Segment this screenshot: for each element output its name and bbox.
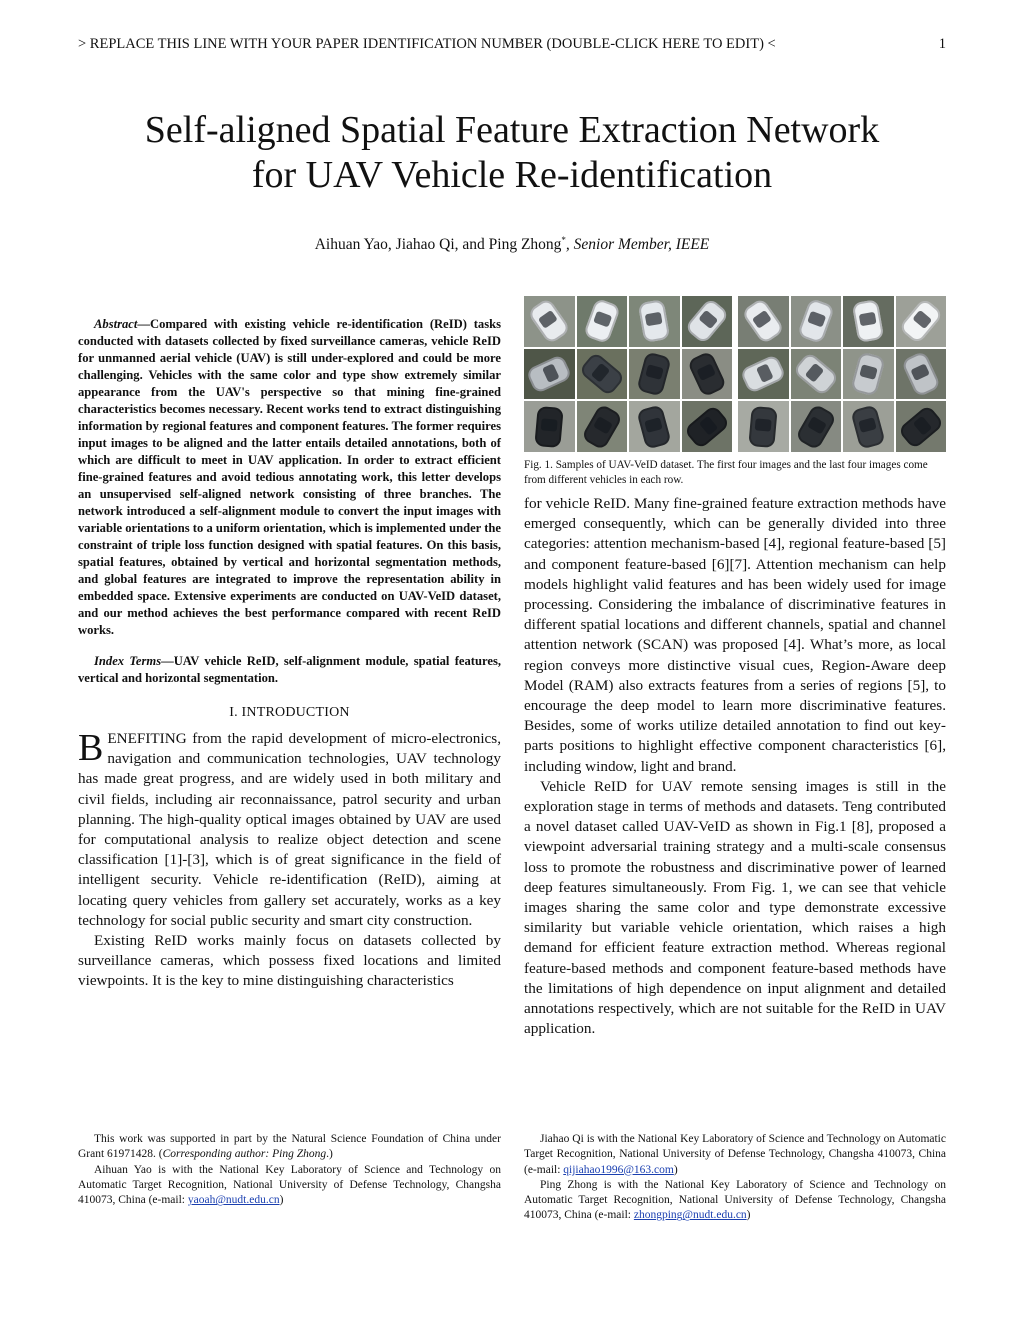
yao-close: )	[279, 1194, 284, 1207]
vehicle-sample-image	[791, 401, 842, 452]
vehicle-sample-image	[843, 401, 894, 452]
vehicle-sample-image	[738, 349, 789, 400]
funding-end: .)	[326, 1148, 333, 1161]
right-column	[524, 296, 946, 1039]
zhong-affiliation: Ping Zhong is with the National Key Laboratory of Science and Technology on Automatic Target Recognition, National University of Defense Technology, Changsha 410073, China (e-mail:	[524, 1178, 946, 1222]
vehicle-shape	[580, 403, 623, 451]
vehicle-shape	[792, 351, 839, 397]
vehicle-shape	[638, 299, 671, 343]
corresponding-mark: *	[561, 235, 566, 245]
vehicle-shape	[852, 299, 885, 343]
vehicle-sample-image	[791, 296, 842, 347]
vehicle-shape	[637, 351, 672, 396]
vehicle-shape	[684, 298, 730, 345]
figure-panel-left	[524, 296, 732, 452]
abstract-label: Abstract	[94, 317, 138, 331]
running-head-text: > REPLACE THIS LINE WITH YOUR PAPER IDENTIFICATION NUMBER (DOUBLE-CLICK HERE TO EDIT) <	[78, 36, 776, 52]
intro-paragraph-3: Vehicle ReID for UAV remote sensing images is still in the exploration stage in terms of methods and datasets. Teng contributed a novel dataset called UAV-VeID as shown in Fig.1 [8], proposed a viewpoint adversarial training strategy and a multi-scale consensus loss to promote the robustness and discriminative power of learned deep features simultaneously. From Fig. 1, we can see that vehicle images sharing the same color and type demonstrate excessive similarity but variable vehicle orientation, which raises a high demand for efficient feature extraction method. Whereas regional feature-based methods and component feature-based methods have the limitations of high dependence on input alignment and detailed annotations respectively, which are not suitable for the ReID in UAV application.	[524, 777, 946, 1038]
footnotes-right	[524, 1132, 946, 1224]
vehicle-shape	[526, 354, 573, 394]
index-terms	[78, 653, 501, 687]
title-line-2: for UAV Vehicle Re-identification	[251, 154, 773, 196]
vehicle-shape	[683, 404, 730, 450]
page-number: 1	[938, 36, 946, 52]
zhong-close: )	[746, 1209, 751, 1222]
qi-close: )	[673, 1163, 678, 1176]
vehicle-sample-image	[791, 349, 842, 400]
author-membership: , Senior Member, IEEE	[565, 236, 710, 254]
vehicle-sample-image	[896, 401, 947, 452]
vehicle-sample-image	[629, 401, 680, 452]
title-line-1: Self-aligned Spatial Feature Extraction Network	[144, 109, 880, 151]
author-names: Aihuan Yao, Jiahao Qi, and Ping Zhong	[314, 236, 562, 254]
footnote-funding	[78, 1132, 501, 1163]
index-terms-label: Index Terms	[94, 654, 162, 668]
vehicle-sample-image	[524, 296, 575, 347]
vehicle-sample-image	[682, 401, 733, 452]
yao-affiliation: Aihuan Yao is with the National Key Laboratory of Science and Technology on Automatic Target Recognition, National University of Defense Technology, Changsha 410073, China (e-mail:	[78, 1163, 501, 1207]
vehicle-shape	[901, 350, 941, 397]
section-title-first-letter: I	[241, 705, 247, 720]
intro-lead-caps: ENEFITING	[107, 730, 187, 747]
intro-paragraph-1	[78, 729, 501, 931]
vehicle-shape	[740, 354, 787, 394]
vehicle-sample-image	[577, 401, 628, 452]
running-header	[78, 36, 946, 53]
vehicle-shape	[578, 351, 625, 397]
vehicle-sample-image	[629, 296, 680, 347]
section-title-rest: NTRODUCTION	[246, 705, 350, 720]
vehicle-shape	[535, 406, 564, 448]
funding-text: This work was supported in part by the Natural Science Foundation of China under Grant 61971428. (	[78, 1133, 501, 1161]
yao-email-link[interactable]: yaoah@nudt.edu.cn	[187, 1194, 280, 1207]
footnote-zhong	[524, 1178, 946, 1224]
footnotes-left	[78, 1132, 501, 1208]
author-list	[60, 235, 964, 254]
abstract	[78, 316, 501, 639]
vehicle-sample-image	[682, 349, 733, 400]
vehicle-sample-image	[577, 296, 628, 347]
vehicle-shape	[794, 403, 837, 451]
vehicle-shape	[898, 298, 944, 345]
section-numeral: I.	[229, 705, 238, 720]
vehicle-shape	[851, 404, 886, 449]
footnote-qi	[524, 1132, 946, 1178]
vehicle-sample-image	[843, 296, 894, 347]
figure-panel-right	[738, 296, 946, 452]
zhong-email-link[interactable]: zhongping@nudt.edu.cn	[633, 1209, 747, 1222]
vehicle-shape	[851, 351, 886, 396]
vehicle-shape	[527, 297, 571, 345]
vehicle-sample-image	[524, 349, 575, 400]
vehicle-sample-image	[896, 349, 947, 400]
drop-cap: B	[78, 727, 104, 769]
figure-1	[524, 296, 946, 452]
vehicle-shape	[583, 298, 621, 344]
vehicle-sample-image	[896, 296, 947, 347]
vehicle-sample-image	[577, 349, 628, 400]
left-column	[78, 316, 501, 992]
footnote-yao	[78, 1163, 501, 1209]
vehicle-sample-image	[629, 349, 680, 400]
intro-paragraph-2: Existing ReID works mainly focus on datasets collected by surveillance cameras, which possess fixed locations and limited viewpoints. It is the key to mine distinguishing characteristics	[78, 932, 501, 990]
vehicle-sample-image	[682, 296, 733, 347]
vehicle-shape	[687, 350, 727, 397]
vehicle-shape	[741, 297, 785, 345]
section-heading-introduction	[78, 705, 501, 721]
vehicle-sample-image	[843, 349, 894, 400]
vehicle-shape	[749, 406, 778, 448]
qi-affiliation: Jiahao Qi is with the National Key Laboratory of Science and Technology on Automatic Target Recognition, National University of Defense Technology, Changsha 410073, China (e-mail:	[524, 1133, 946, 1176]
vehicle-shape	[637, 404, 672, 449]
intro-p1-text: from the rapid development of micro-electronics, navigation and communication technologies, UAV technology has made great progress, and are widely used in both military and civil fields, including air reconnaissance, patrol security and urban planning. The high-quality optical images obtained by UAV are used for computational analysis to realize object detection and scene classification [1]-[3], which is of great significance in the field of intelligent security. Vehicle re-identification (ReID), aiming at locating query vehicles from gallery set accurately, works as a key technology for social public security and smart city construction.	[78, 730, 501, 929]
vehicle-sample-image	[738, 401, 789, 452]
vehicle-shape	[897, 404, 944, 450]
vehicle-sample-image	[738, 296, 789, 347]
intro-paragraph-2-continued: for vehicle ReID. Many fine-grained feature extraction methods have emerged consequently, which can be generally divided into three categories: attention mechanism-based [4], regional feature-based [5] and component feature-based [6][7]. Attention mechanism can help models highlight valid features and has been widely used for image processing. Considering the imbalance of discriminative features in different spatial locations and different channels, spatial and channel attention network (SCAN) was proposed [4]. What’s more, as local region conveys more distinctive visual cues, Region-Aware deep Model (RAM) also extracts features from a series of regions [5], to encourage the deep model to learn more discriminative features. Besides, some of works utilize detailed annotation to find out key-parts positions to highlight effective component characteristics [6], including window, light and brand.	[524, 495, 946, 775]
figure-caption: Fig. 1. Samples of UAV-VeID dataset. The first four images and the last four images come from different vehicles in each row.	[524, 459, 928, 486]
qi-email-link[interactable]: qijiahao1996@163.com	[563, 1163, 674, 1176]
index-terms-text: —UAV vehicle ReID, self-alignment module, spatial features, vertical and horizontal segmentation.	[78, 654, 501, 685]
vehicle-shape	[797, 298, 835, 344]
corresponding-author: Corresponding author: Ping Zhong	[162, 1148, 327, 1161]
vehicle-sample-image	[524, 401, 575, 452]
abstract-text: —Compared with existing vehicle re-identification (ReID) tasks conducted with datasets collected by fixed surveillance cameras, vehicle ReID for unmanned aerial vehicle (UAV) is still under-explored and could be more challenging. Vehicles with the same color and type show extremely similar appearance from the UAV's perspective so that mining fine-grained characteristics becomes necessary. Recent works tend to extract distinguishing information by regional features and component features. The former requires input images to be aligned and the latter entails detailed annotations, both of which are difficult to meet in UAV application. In order to extract efficient fine-grained features and avoid tedious annotating work, this letter develops an unsupervised self-aligned network consisting of three branches. The network introduced a self-alignment module to convert the input images with variable orientations to a uniform orientation, which is implemented under the constraint of triple loss function designed with spatial features. On this basis, spatial features, obtained by vertical and horizontal segmentation methods, and global features are integrated to improve the representation ability in embedded space. Extensive experiments are conducted on UAV-VeID dataset, and our method achieves the best performance compared with recent ReID works.	[78, 317, 501, 637]
paper-title	[60, 108, 964, 198]
